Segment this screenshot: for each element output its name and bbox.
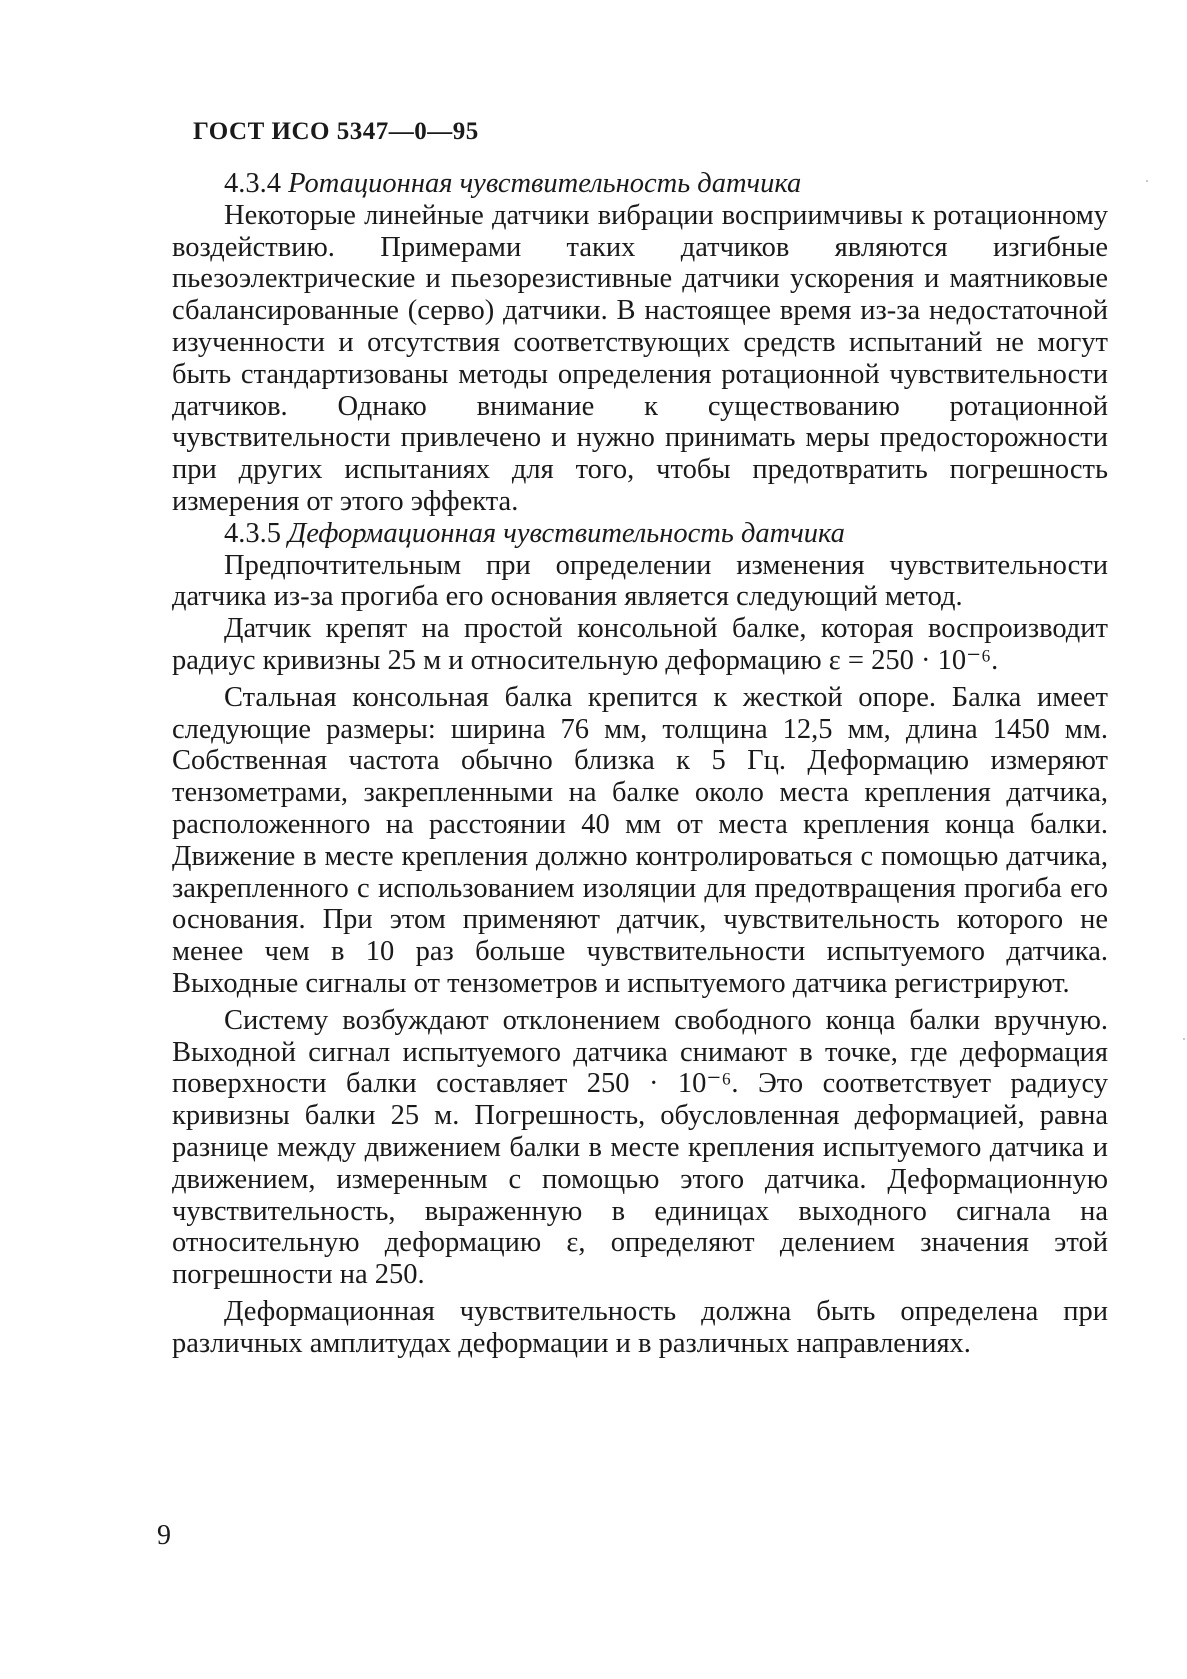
section-title: Ротационная чувствительность датчика <box>288 168 802 199</box>
document-header: ГОСТ ИСО 5347—0—95 <box>193 118 479 145</box>
document-body <box>172 168 1108 1359</box>
paragraph: Стальная консольная балка крепится к жесткой опоре. Балка имеет следующие размеры: ширина 76 мм, толщина 12,5 мм, длина 1450 мм. Собственная частота обычно близка к 5 Гц. Деформацию измеряют тензометрами, закрепленными на балке около места крепления датчика, расположенного на расстоянии 40 мм от места крепления конца балки. Движение в месте крепления должно контролироваться с помощью датчика, закрепленного с использованием изоляции для предотвращения прогиба его основания. При этом применяют датчик, чувствительность которого не менее чем в 10 раз больше чувствительности испытуемого датчика. Выходные сигналы от тензометров и испытуемого датчика регистрируют. <box>172 681 1108 999</box>
paragraph: Некоторые линейные датчики вибрации восприимчивы к ротационному воздействию. Примерами таких датчиков являются изгибные пьезоэлектрические и пьезорезистивные датчики ускорения и маятниковые сбалансированные (серво) датчики. В настоящее время из-за недостаточной изученности и отсутствия соответствующих средств испытаний не могут быть стандартизованы методы определения ротационной чувствительности датчиков. Однако внимание к существованию ротационной чувствительности привлечено и нужно принимать меры предосторожности при других испытаниях для того, чтобы предотвратить погрешность измерения от этого эффекта. <box>172 199 1108 517</box>
scan-speck <box>1183 1038 1185 1040</box>
section-heading-4-3-4 <box>172 168 1108 200</box>
scan-speck <box>1146 180 1148 182</box>
section-number: 4.3.5 <box>224 517 281 549</box>
section-number: 4.3.4 <box>224 168 281 199</box>
section-heading-4-3-5 <box>172 518 1108 550</box>
section-title: Деформационная чувствительность датчика <box>288 517 845 549</box>
paragraph: Систему возбуждают отклонением свободного конца балки вручную. Выходной сигнал испытуемого датчика снимают в точке, где деформация поверхности балки составляет 250 · 10⁻⁶. Это соответствует радиусу кривизны балки 25 м. Погрешность, обусловленная деформацией, равна разнице между движением балки в месте крепления испытуемого датчика и движением, измеренным с помощью этого датчика. Деформационную чувствительность, выраженную в единицах выходного сигнала на относительную деформацию ε, определяют делением значения этой погрешности на 250. <box>172 1004 1108 1291</box>
paragraph: Предпочтительным при определении изменения чувствительности датчика из-за прогиба его основания является следующий метод. <box>172 549 1108 613</box>
paragraph: Датчик крепят на простой консольной балке, которая воспроизводит радиус кривизны 25 м и относительную деформацию ε = 250 · 10⁻⁶. <box>172 613 1108 676</box>
paragraph: Деформационная чувствительность должна быть определена при различных амплитудах деформации и в различных направлениях. <box>172 1295 1108 1359</box>
page-number: 9 <box>157 1520 171 1551</box>
